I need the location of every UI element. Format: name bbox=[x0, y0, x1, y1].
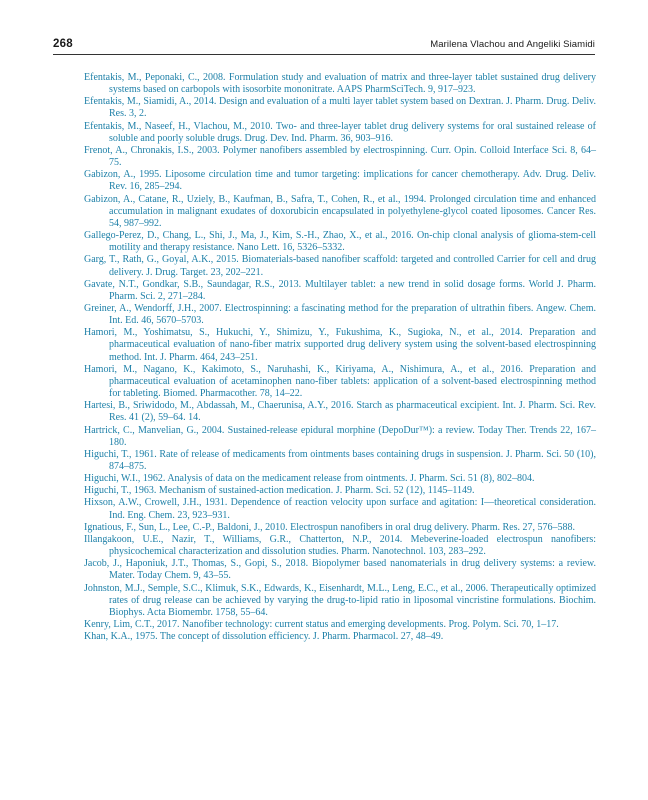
reference-entry: Gavate, N.T., Gondkar, S.B., Saundagar, R.S., 2013. Multilayer tablet: a new trend in solid dosage forms. World J. Pharm. Pharm. Sci. 2, 271–284. bbox=[84, 278, 596, 302]
reference-entry: Illangakoon, U.E., Nazir, T., Williams, G.R., Chatterton, N.P., 2014. Mebeverine-loaded electrospun nanofibers: physicochemical characterization and dissolution studies. Pharm. Nanotechnol. 103, 283–292. bbox=[84, 533, 596, 558]
reference-entry: Garg, T., Rath, G., Goyal, A.K., 2015. Biomaterials-based nanofiber scaffold: targeted and controlled Carrier for cell and drug delivery. J. Drug. Target. 23, 202–221. bbox=[84, 254, 596, 278]
reference-entry: Johnston, M.J., Semple, S.C., Klimuk, S.K., Edwards, K., Eisenhardt, M.L., Leng, E.C., et al., 2006. Therapeutically optimized rates of drug release can be achieved by varying the drug-to-lipid ratio in liposomal vincristine formulations. Biochim. Biophys. Acta Biomembr. 1758, 55–64. bbox=[84, 582, 596, 618]
reference-entry: Ignatious, F., Sun, L., Lee, C.-P., Baldoni, J., 2010. Electrospun nanofibers in oral drug delivery. Pharm. Res. 27, 576–588. bbox=[84, 521, 575, 533]
header-rule bbox=[53, 54, 595, 55]
reference-entry: Hamori, M., Yoshimatsu, S., Hukuchi, Y., Shimizu, Y., Fukushima, K., Sugioka, N., et al., 2014. Preparation and pharmaceutical evaluation of nano-fiber matrix supported drug delivery system using the solvent-based electrospinning method. Int. J. Pharm. 464, 243–251. bbox=[84, 327, 596, 363]
reference-entry: Efentakis, M., Peponaki, C., 2008. Formulation study and evaluation of matrix and three-layer tablet sustained drug delivery systems based on carbopols with isosorbite mononitrate. AAPS PharmSciTech. 9, 917–923. bbox=[84, 72, 596, 96]
references-list bbox=[84, 72, 596, 643]
reference-entry: Khan, K.A., 1975. The concept of dissolution efficiency. J. Pharm. Pharmacol. 27, 48–49. bbox=[84, 631, 444, 643]
running-head: Marilena Vlachou and Angeliki Siamidi bbox=[430, 39, 595, 50]
reference-entry: Gabizon, A., 1995. Liposome circulation time and tumor targeting: implications for cancer chemotherapy. Adv. Drug. Deliv. Rev. 16, 285–294. bbox=[84, 169, 596, 193]
reference-entry: Higuchi, W.I., 1962. Analysis of data on the medicament release from ointments. J. Pharm. Sci. 51 (8), 802–804. bbox=[84, 473, 535, 485]
reference-entry: Efentakis, M., Siamidi, A., 2014. Design and evaluation of a multi layer tablet system based on Dextran. J. Pharm. Drug. Deliv. Res. 3, 2. bbox=[84, 96, 596, 120]
reference-entry: Gallego-Perez, D., Chang, L., Shi, J., Ma, J., Kim, S.-H., Zhao, X., et al., 2016. On-chip clonal analysis of glioma-stem-cell motility and therapy resistance. Nano Lett. 16, 5326–5332. bbox=[84, 230, 596, 254]
reference-entry: Greiner, A., Wendorff, J.H., 2007. Electrospinning: a fascinating method for the preparation of ultrathin fibers. Angew. Chem. Int. Ed. 46, 5670–5703. bbox=[84, 302, 596, 327]
reference-entry: Kenry, Lim, C.T., 2017. Nanofiber technology: current status and emerging developments. Prog. Polym. Sci. 70, 1–17. bbox=[84, 619, 559, 631]
reference-entry: Efentakis, M., Naseef, H., Vlachou, M., 2010. Two- and three-layer tablet drug delivery systems for oral sustained release of soluble and poorly soluble drugs. Drug. Dev. Ind. Pharm. 36, 903–916. bbox=[84, 120, 596, 144]
page-number: 268 bbox=[53, 38, 73, 50]
reference-entry: Hamori, M., Nagano, K., Kakimoto, S., Naruhashi, K., Kiriyama, A., Nishimura, A., et al., 2016. Preparation and pharmaceutical evaluation of acetaminophen nano-fiber tablets: application of a solvent-based electrospinning method for tableting. Biomed. Pharmacother. 78, 14–22. bbox=[84, 363, 596, 400]
reference-entry: Higuchi, T., 1963. Mechanism of sustained-action medication. J. Pharm. Sci. 52 (12), 1145–1149. bbox=[84, 485, 475, 497]
reference-entry: Hixson, A.W., Crowell, J.H., 1931. Dependence of reaction velocity upon surface and agitation: I—theoretical consideration. Ind. Eng. Chem. 23, 923–931. bbox=[84, 497, 596, 521]
reference-entry: Hartrick, C., Manvelian, G., 2004. Sustained-release epidural morphine (DepoDur™): a review. Today Ther. Trends 22, 167–180. bbox=[84, 424, 596, 448]
reference-entry: Gabizon, A., Catane, R., Uziely, B., Kaufman, B., Safra, T., Cohen, R., et al., 1994. Prolonged circulation time and enhanced accumulation in malignant exudates of doxorubicin encapsulated in polyethylene-glycol coated liposomes. Cancer Res. 54, 987–992. bbox=[84, 193, 596, 229]
reference-entry: Frenot, A., Chronakis, I.S., 2003. Polymer nanofibers assembled by electrospinning. Curr. Opin. Colloid Interface Sci. 8, 64–75. bbox=[84, 144, 596, 169]
page-header bbox=[53, 38, 595, 50]
reference-entry: Jacob, J., Haponiuk, J.T., Thomas, S., Gopi, S., 2018. Biopolymer based nanomaterials in drug delivery systems: a review. Mater. Today Chem. 9, 43–55. bbox=[84, 558, 596, 582]
reference-entry: Hartesi, B., Sriwidodo, M., Abdassah, M., Chaerunisa, A.Y., 2016. Starch as pharmaceutical excipient. Int. J. Pharm. Sci. Rev. Res. 41 (2), 59–64. 14. bbox=[84, 400, 596, 424]
reference-entry: Higuchi, T., 1961. Rate of release of medicaments from ointments bases containing drugs in suspension. J. Pharm. Sci. 50 (10), 874–875. bbox=[84, 448, 596, 472]
